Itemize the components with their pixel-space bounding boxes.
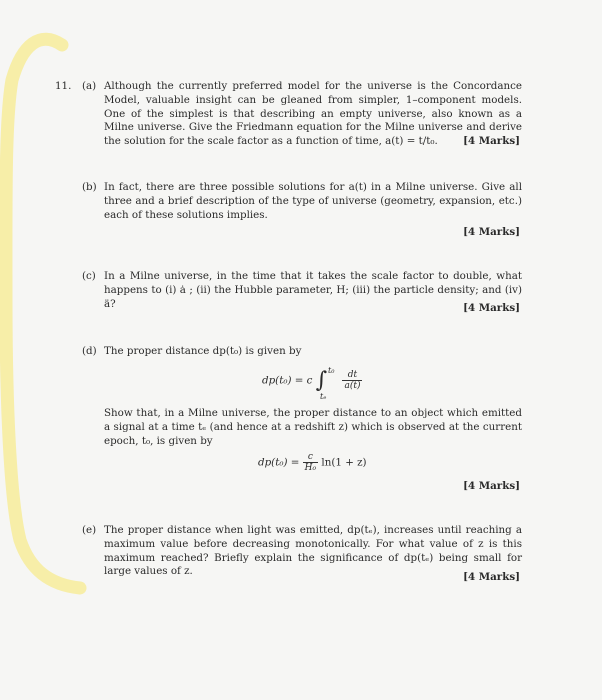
part-b-text: In fact, there are three possible solutions for a(t) in a Milne universe. Give all three and a brief description of the type of universe (geometry, expansion, etc.) each of these solutions implies. [104, 181, 522, 221]
part-e-marks: [4 Marks] [463, 571, 520, 583]
part-c [82, 270, 522, 311]
eq2-lhs: dp(t₀) = [258, 456, 300, 469]
eq1-numerator: dt [342, 370, 362, 381]
question-number: 11. [55, 80, 72, 92]
eq1-fraction [342, 370, 362, 391]
integral-sign: ∫ [315, 368, 328, 393]
part-d-marks: [4 Marks] [463, 480, 520, 492]
part-a-marks: [4 Marks] [463, 135, 520, 147]
part-b-label: (b) [82, 181, 97, 193]
part-d-label: (d) [82, 345, 97, 357]
part-b-marks: [4 Marks] [463, 226, 520, 238]
part-c-marks: [4 Marks] [463, 302, 520, 314]
part-d-middle [104, 407, 522, 448]
part-a [82, 80, 522, 149]
part-d [82, 345, 522, 359]
eq1-lhs: dp(t₀) = c [262, 374, 313, 387]
eq2-rhs: ln(1 + z) [321, 456, 367, 469]
part-d-intro: The proper distance dp(t₀) is given by [104, 345, 302, 357]
part-e-text: The proper distance when light was emitted, dp(tₑ), increases until reaching a maximum value before decreasing monotonically. For what value of z is this maximum reached? Briefly explain the significance of dp(tₑ) being small for large values of z. [104, 524, 522, 578]
part-c-label: (c) [82, 270, 96, 282]
part-e [82, 524, 522, 579]
part-d-middle-text: Show that, in a Milne universe, the proper distance to an object which emitted a signal at a time tₑ (and hence at a redshift z) which is observed at the current epoch, t₀, is given by [104, 407, 522, 447]
eq1-upper-limit: t₀ [328, 366, 335, 375]
eq2-denominator: H₀ [304, 463, 317, 473]
eq2-fraction [303, 452, 318, 473]
part-b [82, 181, 522, 222]
part-c-text: In a Milne universe, in the time that it takes the scale factor to double, what happens to (i) ȧ ; (ii) the Hubble parameter, H; (iii) the particle density; and (iv) ä? [104, 270, 522, 310]
part-a-text: Although the currently preferred model for the universe is the Concordance Model, valuable insight can be gleaned from simpler, 1–component models. One of the simplest is that describing an empty universe, also known as a Milne universe. Give the Friedmann equation for the Milne universe and derive the solution for the scale factor as a function of time, a(t) = t/t₀. [104, 80, 522, 148]
part-a-label: (a) [82, 80, 97, 92]
eq2-numerator: c [303, 452, 318, 463]
equation-1 [262, 366, 362, 401]
eq1-lower-limit: tₑ [320, 392, 327, 401]
equation-2 [258, 452, 367, 473]
part-e-label: (e) [82, 524, 97, 536]
eq1-denominator: a(t) [344, 381, 361, 391]
